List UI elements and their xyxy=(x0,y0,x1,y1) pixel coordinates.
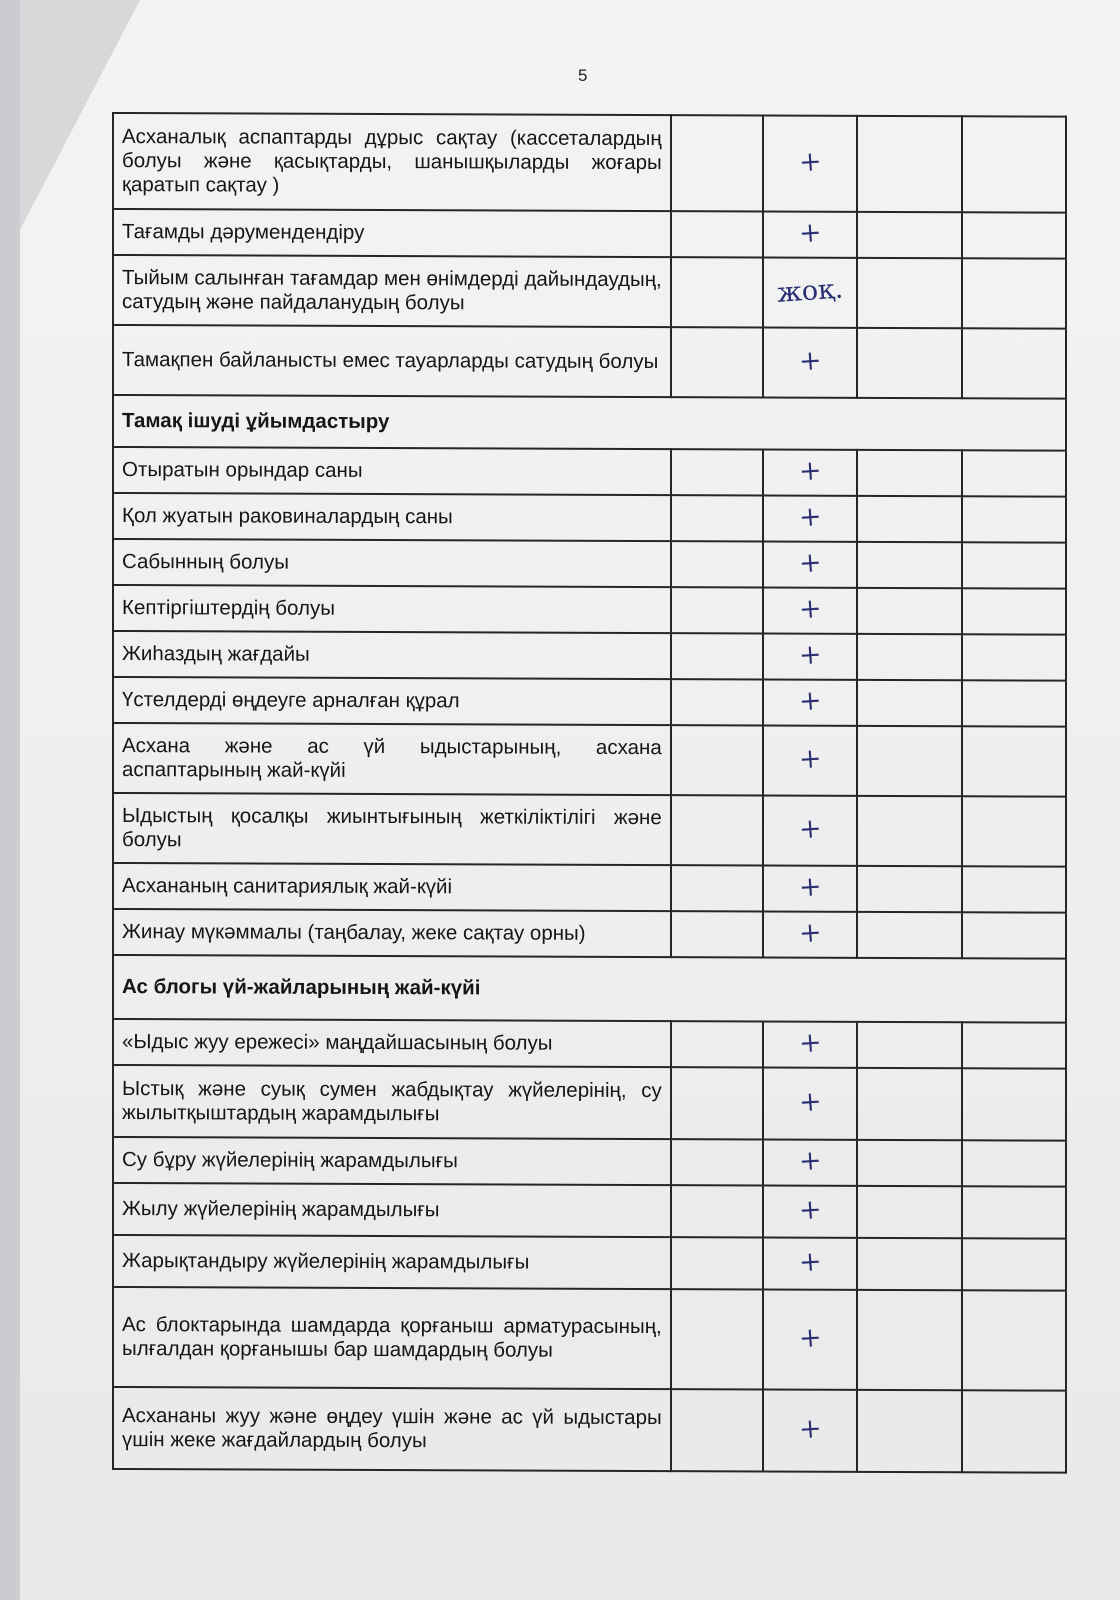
empty-cell xyxy=(857,1390,961,1472)
empty-cell xyxy=(857,1186,961,1238)
empty-cell xyxy=(857,1022,961,1068)
empty-cell xyxy=(962,634,1066,680)
handwritten-mark: + xyxy=(797,684,823,718)
handwritten-mark-cell xyxy=(763,865,858,911)
checklist-item-text: Ыдыстың қосалқы жиынтығының жеткіліктілігі және болуы xyxy=(113,793,671,865)
handwritten-mark-cell xyxy=(763,327,858,397)
handwritten-mark-cell xyxy=(763,679,858,725)
empty-cell xyxy=(962,1238,1066,1290)
empty-cell xyxy=(671,795,763,865)
checklist-item-text: Сабынның болуы xyxy=(113,539,671,587)
handwritten-mark-cell xyxy=(763,1139,858,1185)
empty-cell xyxy=(962,1186,1066,1238)
handwritten-mark-cell xyxy=(763,1021,858,1067)
empty-cell xyxy=(962,912,1066,958)
empty-cell xyxy=(671,1139,763,1185)
empty-cell xyxy=(962,1290,1066,1390)
empty-cell xyxy=(962,588,1066,634)
checklist-row xyxy=(113,1387,1066,1473)
empty-cell xyxy=(962,116,1066,212)
page-number: 5 xyxy=(578,66,588,85)
handwritten-mark: + xyxy=(797,344,823,378)
handwritten-mark-cell xyxy=(763,587,858,633)
empty-cell xyxy=(857,1238,961,1290)
checklist-row xyxy=(113,1287,1066,1391)
empty-cell xyxy=(962,450,1066,496)
checklist-row xyxy=(113,255,1066,329)
section-header-row xyxy=(113,395,1066,451)
empty-cell xyxy=(962,496,1066,542)
checklist-row xyxy=(113,1137,1066,1187)
section-title: Ас блогы үй-жайларының жай-күйі xyxy=(113,955,1066,1023)
checklist-item-text: Үстелдерді өңдеуге арналған құрал xyxy=(113,677,671,725)
empty-cell xyxy=(962,796,1066,866)
handwritten-mark-cell xyxy=(763,211,858,257)
handwritten-mark: + xyxy=(797,145,823,179)
checklist-row xyxy=(113,631,1066,681)
handwritten-mark: + xyxy=(797,870,823,904)
checklist-row xyxy=(113,209,1066,259)
handwritten-mark: + xyxy=(797,454,823,488)
empty-cell xyxy=(857,634,961,680)
empty-cell xyxy=(671,1289,763,1389)
empty-cell xyxy=(671,211,763,257)
checklist-item-text: Асхананы жуу және өңдеу үшін және ас үй ыдыстары үшін жеке жағдайлардың болуы xyxy=(113,1387,671,1471)
handwritten-mark-cell xyxy=(763,541,858,587)
empty-cell xyxy=(671,633,763,679)
checklist-row xyxy=(113,493,1066,543)
checklist-row xyxy=(113,723,1066,797)
checklist-table xyxy=(112,112,1067,1474)
handwritten-mark: + xyxy=(797,1412,823,1446)
empty-cell xyxy=(857,212,961,258)
empty-cell xyxy=(671,449,763,495)
checklist-item-text: Жарықтандыру жүйелерінің жарамдылығы xyxy=(113,1235,671,1289)
empty-cell xyxy=(857,1068,961,1140)
checklist-item-text: Отыратын орындар саны xyxy=(113,447,671,495)
empty-cell xyxy=(962,1390,1066,1472)
handwritten-mark: + xyxy=(797,216,823,250)
empty-cell xyxy=(671,115,763,211)
checklist-row xyxy=(113,1019,1066,1069)
checklist-item-text: Тамақпен байланысты емес тауарларды сатудың болуы xyxy=(113,325,671,397)
empty-cell xyxy=(671,725,763,795)
handwritten-mark: + xyxy=(797,1193,823,1227)
handwritten-mark-cell xyxy=(763,725,858,795)
checklist-row xyxy=(113,447,1066,497)
checklist-row xyxy=(113,113,1066,213)
empty-cell xyxy=(671,1389,763,1471)
empty-cell xyxy=(962,680,1066,726)
empty-cell xyxy=(857,796,961,866)
checklist-item-text: Асхананың санитариялық жай-күйі xyxy=(113,863,671,911)
handwritten-mark-cell xyxy=(763,495,858,541)
empty-cell xyxy=(857,866,961,912)
checklist-item-text: Жиһаздың жағдайы xyxy=(113,631,671,679)
empty-cell xyxy=(857,496,961,542)
checklist-row xyxy=(113,909,1066,959)
handwritten-mark: + xyxy=(797,1321,823,1355)
checklist-row xyxy=(113,677,1066,727)
checklist-item-text: Асханалық аспаптарды дұрыс сақтау (кассеталардың болуы және қасықтарды, шанышқыларды жоғары қаратып сақтау ) xyxy=(113,113,671,211)
handwritten-mark-cell xyxy=(763,257,858,327)
handwritten-mark: + xyxy=(797,546,823,580)
empty-cell xyxy=(962,212,1066,258)
handwritten-mark-cell xyxy=(763,115,858,211)
handwritten-mark: + xyxy=(797,812,823,846)
empty-cell xyxy=(857,912,961,958)
empty-cell xyxy=(671,1237,763,1289)
checklist-item-text: «Ыдыс жуу ережесі» маңдайшасының болуы xyxy=(113,1019,671,1067)
empty-cell xyxy=(857,450,961,496)
handwritten-mark-cell xyxy=(763,1185,858,1237)
empty-cell xyxy=(962,1022,1066,1068)
checklist-body xyxy=(113,113,1066,1473)
checklist-item-text: Жылу жүйелерінің жарамдылығы xyxy=(113,1183,671,1237)
empty-cell xyxy=(962,1140,1066,1186)
empty-cell xyxy=(857,328,961,398)
handwritten-mark-cell xyxy=(763,1289,858,1389)
checklist-row xyxy=(113,1065,1066,1141)
handwritten-mark: + xyxy=(797,592,823,626)
empty-cell xyxy=(671,1185,763,1237)
checklist-item-text: Ас блоктарында шамдарда қорғаныш арматурасының, ылғалдан қорғанышы бар шамдардың болуы xyxy=(113,1287,671,1389)
checklist-item-text: Тағамды дәрумендендіру xyxy=(113,209,671,257)
empty-cell xyxy=(671,587,763,633)
empty-cell xyxy=(962,866,1066,912)
checklist-row xyxy=(113,325,1066,399)
empty-cell xyxy=(671,1021,763,1067)
checklist-row xyxy=(113,1235,1066,1291)
empty-cell xyxy=(962,328,1066,398)
handwritten-mark-cell xyxy=(763,1389,858,1471)
handwritten-mark-cell xyxy=(763,449,858,495)
checklist-item-text: Кептіргіштердің болуы xyxy=(113,585,671,633)
empty-cell xyxy=(671,495,763,541)
section-header-row xyxy=(113,955,1066,1023)
handwritten-mark: + xyxy=(797,638,823,672)
empty-cell xyxy=(671,911,763,957)
empty-cell xyxy=(671,257,763,327)
handwritten-mark-cell xyxy=(763,633,858,679)
handwritten-mark: + xyxy=(797,1144,823,1178)
handwritten-mark-cell xyxy=(763,795,858,865)
checklist-row xyxy=(113,585,1066,635)
empty-cell xyxy=(857,116,961,212)
handwritten-mark: + xyxy=(797,916,823,950)
checklist-row xyxy=(113,863,1066,913)
section-title: Тамақ ішуді ұйымдастыру xyxy=(113,395,1066,451)
handwritten-mark: + xyxy=(797,742,823,776)
empty-cell xyxy=(962,726,1066,796)
empty-cell xyxy=(857,680,961,726)
checklist-item-text: Су бұру жүйелерінің жарамдылығы xyxy=(113,1137,671,1185)
checklist-item-text: Қол жуатын раковиналардың саны xyxy=(113,493,671,541)
empty-cell xyxy=(857,588,961,634)
checklist-row xyxy=(113,539,1066,589)
empty-cell xyxy=(857,1290,961,1390)
handwritten-mark-cell xyxy=(763,911,858,957)
handwritten-mark: + xyxy=(797,1026,823,1060)
empty-cell xyxy=(671,541,763,587)
empty-cell xyxy=(962,1068,1066,1140)
checklist-item-text: Асхана және ас үй ыдыстарының, асхана аспаптарының жай-күйі xyxy=(113,723,671,795)
handwritten-mark: жоқ. xyxy=(775,273,844,309)
checklist-item-text: Ыстық және суық сумен жабдықтау жүйелерінің, су жылытқыштардың жарамдылығы xyxy=(113,1065,671,1139)
checklist-item-text: Жинау мүкәммалы (таңбалау, жеке сақтау орны) xyxy=(113,909,671,957)
empty-cell xyxy=(671,679,763,725)
checklist-row xyxy=(113,1183,1066,1239)
handwritten-mark: + xyxy=(797,1245,823,1279)
empty-cell xyxy=(962,258,1066,328)
handwritten-mark-cell xyxy=(763,1237,858,1289)
empty-cell xyxy=(671,1067,763,1139)
empty-cell xyxy=(671,327,763,397)
checklist-item-text: Тыйым салынған тағамдар мен өнімдерді дайындаудың, сатудың және пайдаланудың болуы xyxy=(113,255,671,327)
empty-cell xyxy=(857,726,961,796)
empty-cell xyxy=(962,542,1066,588)
empty-cell xyxy=(857,258,961,328)
empty-cell xyxy=(857,542,961,588)
checklist-row xyxy=(113,793,1066,867)
empty-cell xyxy=(857,1140,961,1186)
handwritten-mark: + xyxy=(797,1085,823,1119)
handwritten-mark: + xyxy=(797,500,823,534)
handwritten-mark-cell xyxy=(763,1067,858,1139)
empty-cell xyxy=(671,865,763,911)
